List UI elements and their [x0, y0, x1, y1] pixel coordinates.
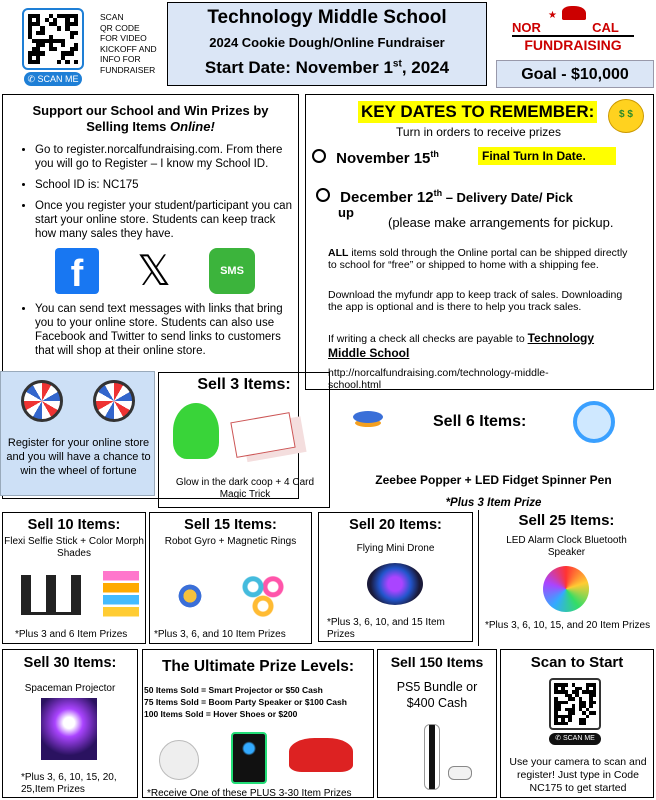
goal-text: Goal - $10,000 [521, 66, 629, 83]
sell15-plus: *Plus 3, 6, and 10 Item Prizes [154, 629, 286, 640]
list-item: 100 Items Sold = Hover Shoes or $200 [144, 709, 298, 719]
scan-me-badge[interactable]: ✆ SCAN ME [24, 72, 82, 86]
qr-instruction-line: KICKOFF AND [100, 43, 157, 54]
sell20-plus: *Plus 3, 6, 10, and 15 Item Prizes [327, 617, 445, 640]
key-dates-title: KEY DATES TO REMEMBER: [358, 101, 597, 123]
wheel-text: Register for your online store and you will have a chance to win the wheel of fortune [6, 437, 151, 477]
robot-gyro-image [170, 571, 210, 621]
start-date: Start Date: November 1st, 2024 [204, 58, 450, 77]
shipping-paragraph: ALL items sold through the Online portal can be shipped directly to school for “free” or shipped to home with a shipping fee. [328, 247, 628, 271]
date1-note: Final Turn In Date. [478, 147, 616, 165]
key-dates-box [305, 94, 654, 390]
sell6-desc: Zeebee Popper + LED Fidget Spinner Pen [375, 473, 612, 487]
social-icons [3, 248, 298, 302]
bullet-circle-icon [316, 188, 330, 202]
wheel-icon [21, 380, 63, 422]
ps5-console-image [424, 724, 440, 790]
qr-instruction-line: FOR VIDEO [100, 33, 147, 43]
logo-cal: CAL [592, 20, 619, 35]
ps5-controller-image [448, 766, 472, 780]
ultimate-title: The Ultimate Prize Levels: [161, 658, 355, 675]
mini-drone-image [367, 563, 423, 605]
goal-box [496, 60, 654, 88]
sell6-box [333, 393, 654, 507]
header-box [167, 2, 487, 86]
sell30-plus: *Plus 3, 6, 10, 15, 20, 25,Item Prizes [21, 772, 117, 795]
logo-nor: NOR [512, 20, 541, 35]
school-url-link[interactable]: http://norcalfundraising.com/technology-middle-school.html [328, 367, 549, 391]
sell150-desc: PS5 Bundle or $400 Cash [396, 680, 478, 710]
glow-coop-image [173, 403, 219, 459]
list-item: • Once you register your student/participant you can start your online store. Students can keep track how many sales they have. [35, 199, 292, 241]
sell15-title: Sell 15 Items: [184, 517, 277, 533]
smart-projector-image [159, 740, 199, 780]
ultimate-footer: *Receive One of these PLUS 3-30 Item Prizes [147, 788, 352, 799]
ultimate-lines [143, 684, 373, 720]
date1-row: November 15th [312, 149, 439, 167]
list-item: • You can send text messages with links that bring you to your online store. Students can also use Facebook and Twitter to send links to customers that will shop at their online store. [35, 302, 292, 358]
support-title: Support our School and Win Prizes by Selling Items Online! [32, 103, 269, 134]
key-dates-subtitle: Turn in orders to receive prizes [396, 125, 561, 139]
qr-code-image[interactable] [22, 8, 84, 70]
sell3-desc: Glow in the dark coop + 4 Card Magic Trick [175, 477, 315, 500]
date2-line2: up [338, 205, 354, 220]
x-twitter-icon[interactable]: 𝕏 [137, 247, 171, 294]
sell6-title: Sell 6 Items: [433, 413, 527, 430]
sell150-box [377, 649, 497, 798]
scan-text: Use your camera to scan and register! Just type in Code NC175 to get started [509, 756, 647, 794]
school-title: Technology Middle School [207, 7, 447, 28]
sell10-desc: Flexi Selfie Stick + Color Morph Shades [4, 536, 144, 559]
sell15-box [149, 512, 312, 644]
date2-note: (please make arrangements for pickup. [388, 215, 614, 230]
facebook-icon[interactable]: f [55, 248, 99, 294]
support-bullets [3, 143, 298, 241]
sell20-title: Sell 20 Items: [349, 517, 442, 533]
wheel-box [0, 371, 155, 496]
magnetic-rings-image [238, 573, 288, 619]
sell3-title: Sell 3 Items: [197, 376, 291, 393]
qr-module [74, 60, 78, 64]
sell10-box [2, 512, 146, 644]
sell30-title: Sell 30 Items: [23, 655, 117, 671]
phone-icon: ✆ [555, 735, 563, 742]
ultimate-box [142, 649, 374, 798]
sell15-desc: Robot Gyro + Magnetic Rings [164, 536, 297, 547]
check-paragraph: If writing a check all checks are payable to Technology Middle School [328, 331, 595, 360]
qr-instruction-line: SCAN [100, 12, 124, 22]
sell30-box [2, 649, 138, 798]
sell20-box [318, 512, 473, 642]
magic-cards-image [230, 412, 295, 458]
star-icon: ★ [548, 10, 557, 21]
spaceman-projector-image [41, 698, 97, 760]
fidget-spinner-pen-image [573, 401, 615, 443]
app-paragraph: Download the myfundr app to keep track of sales. Downloading the app is optional and is there to help you track sales. [328, 289, 623, 313]
sell10-plus: *Plus 3 and 6 Item Prizes [15, 629, 128, 640]
alarm-clock-speaker-image [543, 566, 589, 612]
sell10-title: Sell 10 Items: [27, 517, 121, 533]
logo-fundraising: FUNDRAISING [524, 37, 622, 53]
registration-qr-code[interactable] [549, 678, 601, 730]
list-item: • Go to register.norcalfundraising.com. From there you will go to Register – I know my School ID. [35, 143, 292, 171]
list-item: 75 Items Sold = Boom Party Speaker or $100 Cash [144, 697, 347, 707]
norcal-logo [512, 6, 634, 58]
sell150-title: Sell 150 Items [390, 654, 484, 670]
top-qr-block [20, 8, 160, 88]
bear-icon [562, 6, 586, 20]
scan-me-badge[interactable]: ✆ SCAN ME [549, 733, 601, 745]
scan-title: Scan to Start [530, 654, 624, 671]
sell3-box [158, 372, 330, 508]
sell25-title: Sell 25 Items: [518, 512, 615, 529]
qr-instruction-line: INFO FOR [100, 54, 141, 64]
qr-instruction-line: QR CODE [100, 22, 140, 33]
sell20-desc: Flying Mini Drone [356, 543, 435, 554]
qr-module [593, 722, 597, 726]
zeebee-popper-image [353, 411, 383, 423]
list-item: • School ID is: NC175 [35, 178, 292, 192]
qr-instruction-line: FUNDRAISER [100, 64, 156, 75]
money-emoji-icon: $ $ [608, 99, 644, 133]
phone-icon: ✆ [27, 74, 38, 84]
date2-row: December 12th – Delivery Date/ Pick [316, 183, 646, 208]
color-shades-image [103, 571, 139, 619]
wheel-icon [93, 380, 135, 422]
sell30-desc: Spaceman Projector [24, 683, 116, 694]
sell6-plus: *Plus 3 Item Prize [445, 497, 542, 509]
party-speaker-image [231, 732, 267, 784]
hover-shoes-image [289, 738, 353, 772]
qr-instructions [100, 12, 170, 75]
sms-icon[interactable]: SMS [209, 248, 255, 294]
sell25-desc: LED Alarm Clock Bluetooth Speaker [506, 535, 627, 558]
bullet-circle-icon [312, 149, 326, 163]
sell25-box [478, 510, 654, 646]
fundraiser-subtitle: 2024 Cookie Dough/Online Fundraiser [209, 35, 445, 50]
sell25-plus: *Plus 3, 6, 10, 15, and 20 Item Prizes [485, 620, 651, 631]
selfie-stick-image [21, 575, 81, 615]
scan-box [500, 649, 654, 798]
list-item: 50 Items Sold = Smart Projector or $50 Cash [144, 685, 323, 695]
